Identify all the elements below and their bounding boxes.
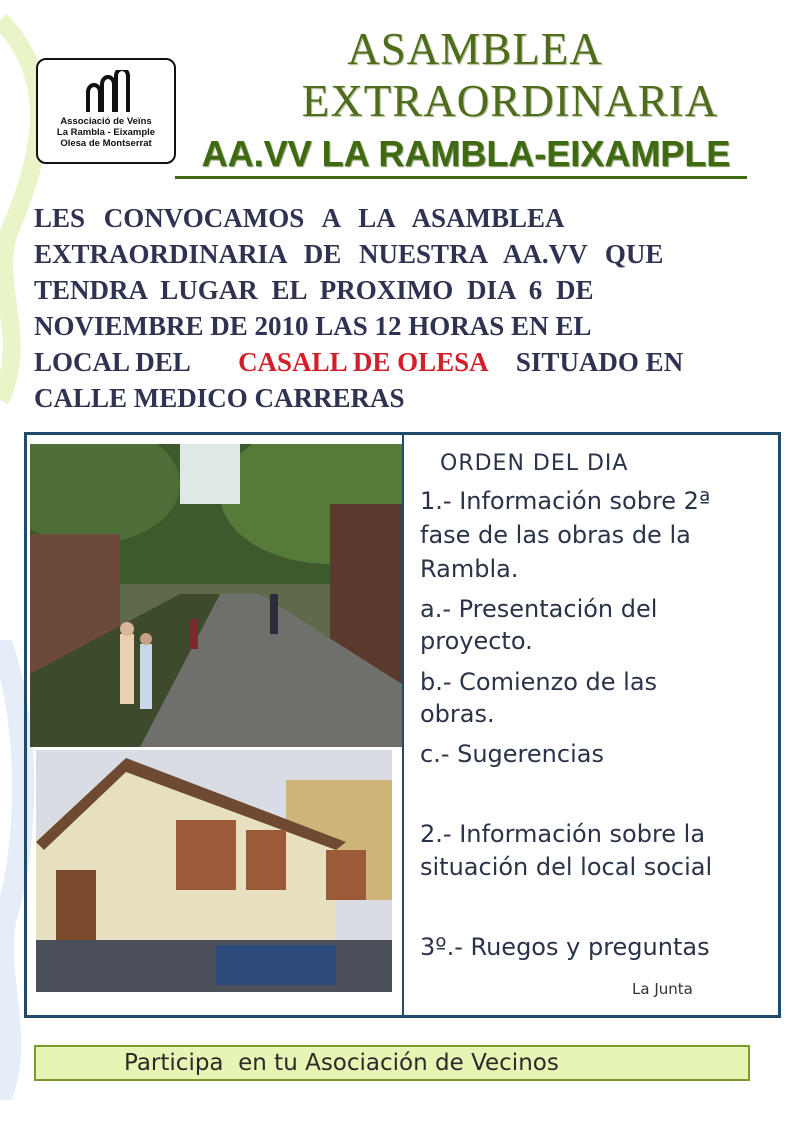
footer-banner: Participa en tu Asociación de Vecinos <box>34 1045 750 1081</box>
venue-name: CASALL DE OLESA <box>238 347 488 377</box>
announcement-text: SITUADO EN <box>515 347 684 377</box>
association-subtitle: AA.VV LA RAMBLA-EIXAMPLE <box>201 133 731 174</box>
announcement-line: NOVIEMBRE DE 2010 LAS 12 HORAS EN EL <box>34 311 592 341</box>
announcement-venue-line <box>34 344 683 380</box>
announcement-line: LES CONVOCAMOS A LA ASAMBLEA <box>34 203 565 233</box>
agenda-subitem: obras. <box>420 700 495 728</box>
agenda-item: 1.- Información sobre 2ª <box>420 487 711 515</box>
announcement-text: LOCAL DEL <box>34 347 190 377</box>
agenda-subitem: c.- Sugerencias <box>420 740 604 768</box>
agenda-item: 2.- Información sobre la <box>420 820 706 848</box>
announcement-line: TENDRA LUGAR EL PROXIMO DIA 6 DE <box>34 275 594 305</box>
agenda-item: fase de las obras de la <box>420 521 691 549</box>
agenda-item: situación del local social <box>420 853 713 881</box>
agenda-subitem: proyecto. <box>420 627 533 655</box>
agenda-heading: ORDEN DEL DIA <box>440 451 629 476</box>
subtitle-underline <box>175 176 747 179</box>
agenda-item: Rambla. <box>420 555 519 583</box>
page-title-line-2: EXTRAORDINARIA <box>301 76 719 126</box>
agenda-item: 3º.- Ruegos y preguntas <box>420 933 710 961</box>
page-title-line-1: ASAMBLEA <box>347 24 603 74</box>
rambla-street-photo <box>30 444 402 747</box>
logo-text-line: La Rambla - Eixample <box>56 127 156 138</box>
casal-building-photo <box>36 750 392 992</box>
announcement-line: CALLE MEDICO CARRERAS <box>34 383 405 413</box>
frame-divider <box>402 434 404 1016</box>
announcement-line: EXTRAORDINARIA DE NUESTRA AA.VV QUE <box>34 239 664 269</box>
logo-text-line: Associació de Veïns <box>60 116 152 127</box>
arches-logo-icon <box>82 70 134 114</box>
agenda-subitem: a.- Presentación del <box>420 595 658 623</box>
signature: La Junta <box>632 980 693 998</box>
logo-text-line: Olesa de Montserrat <box>60 138 152 149</box>
association-logo <box>36 58 176 164</box>
agenda-subitem: b.- Comienzo de las <box>420 668 658 696</box>
